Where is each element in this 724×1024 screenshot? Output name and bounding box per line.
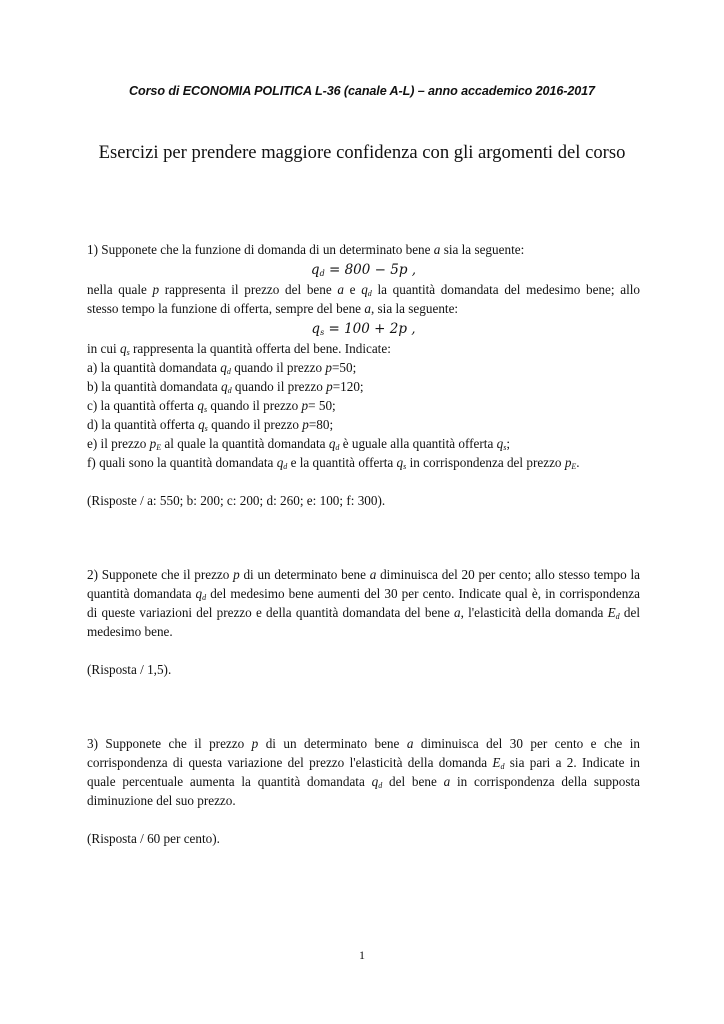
- course-header: Corso di ECONOMIA POLITICA L-36 (canale A-L) – anno accademico 2016-2017: [129, 84, 595, 98]
- exercise-1-line: nella quale p rappresenta il prezzo del bene a e $q_d$ la quantità domandata del medesimo bene; allo: [87, 282, 640, 298]
- page-title: Esercizi per prendere maggiore confidenza con gli argomenti del corso: [98, 142, 626, 163]
- page-number: 1: [359, 948, 365, 962]
- exercise-1-line: in cui $q_s$ rappresenta la quantità offerta del bene. Indicate:: [87, 341, 391, 357]
- exercise-1-line: stesso tempo la funzione di offerta, sempre del bene a, sia la seguente:: [87, 301, 459, 316]
- exercise-2-text: 2) Supponete che il prezzo p di un determinato bene a diminuisca del 20 per cento; allo stesso tempo la quantità domandata $q_d$ del medesimo bene aumenti del 30 per cento. Indicate qual è, in corrispondenza di queste variazioni del prezzo e della quantità domandata del bene a, l'elasticità della domanda $E_d$ del medesimo bene.: [87, 567, 640, 639]
- exercise-2-answer: (Risposta / 1,5).: [87, 662, 172, 677]
- question-e: e) il prezzo $p_E$ al quale la quantità domandata $q_d$ è uguale alla quantità offerta $q_s$;: [87, 436, 510, 452]
- question-d: d) la quantità offerta $q_s$ quando il prezzo p=80;: [87, 417, 334, 433]
- exercise-1: [87, 240, 640, 510]
- exercise-1-answer: (Risposte / a: 550; b: 200; c: 200; d: 260; e: 100; f: 300).: [87, 493, 386, 508]
- question-a: a) la quantità domandata $q_d$ quando il prezzo p=50;: [87, 360, 357, 376]
- question-f: f) quali sono la quantità domandata $q_d$ e la quantità offerta $q_s$ in corrispondenza del prezzo $p_E$.: [87, 455, 580, 471]
- demand-equation: $q_d = 800 - 5p$ ,: [310, 262, 417, 278]
- exercise-3-answer: (Risposta / 60 per cento).: [87, 831, 220, 846]
- question-c: c) la quantità offerta $q_s$ quando il prezzo p= 50;: [87, 398, 336, 414]
- question-b: b) la quantità domandata $q_d$ quando il prezzo p=120;: [87, 379, 364, 395]
- exercise-3-text: 3) Supponete che il prezzo p di un determinato bene a diminuisca del 30 per cento e che in corrispondenza di questa variazione del prezzo l'elasticità della domanda $E_d$ sia pari a 2. Indicate in quale percentuale aumenta la quantità domandata $q_d$ del bene a in corrispondenza della supposta diminuzione del suo prezzo.: [87, 736, 640, 808]
- exercise-1-intro: 1) Supponete che la funzione di domanda di un determinato bene a sia la seguente:: [87, 242, 525, 257]
- supply-equation: $q_s = 100 + 2p$ ,: [311, 321, 416, 337]
- exercise-3: [87, 734, 640, 848]
- exercise-2: [87, 565, 640, 679]
